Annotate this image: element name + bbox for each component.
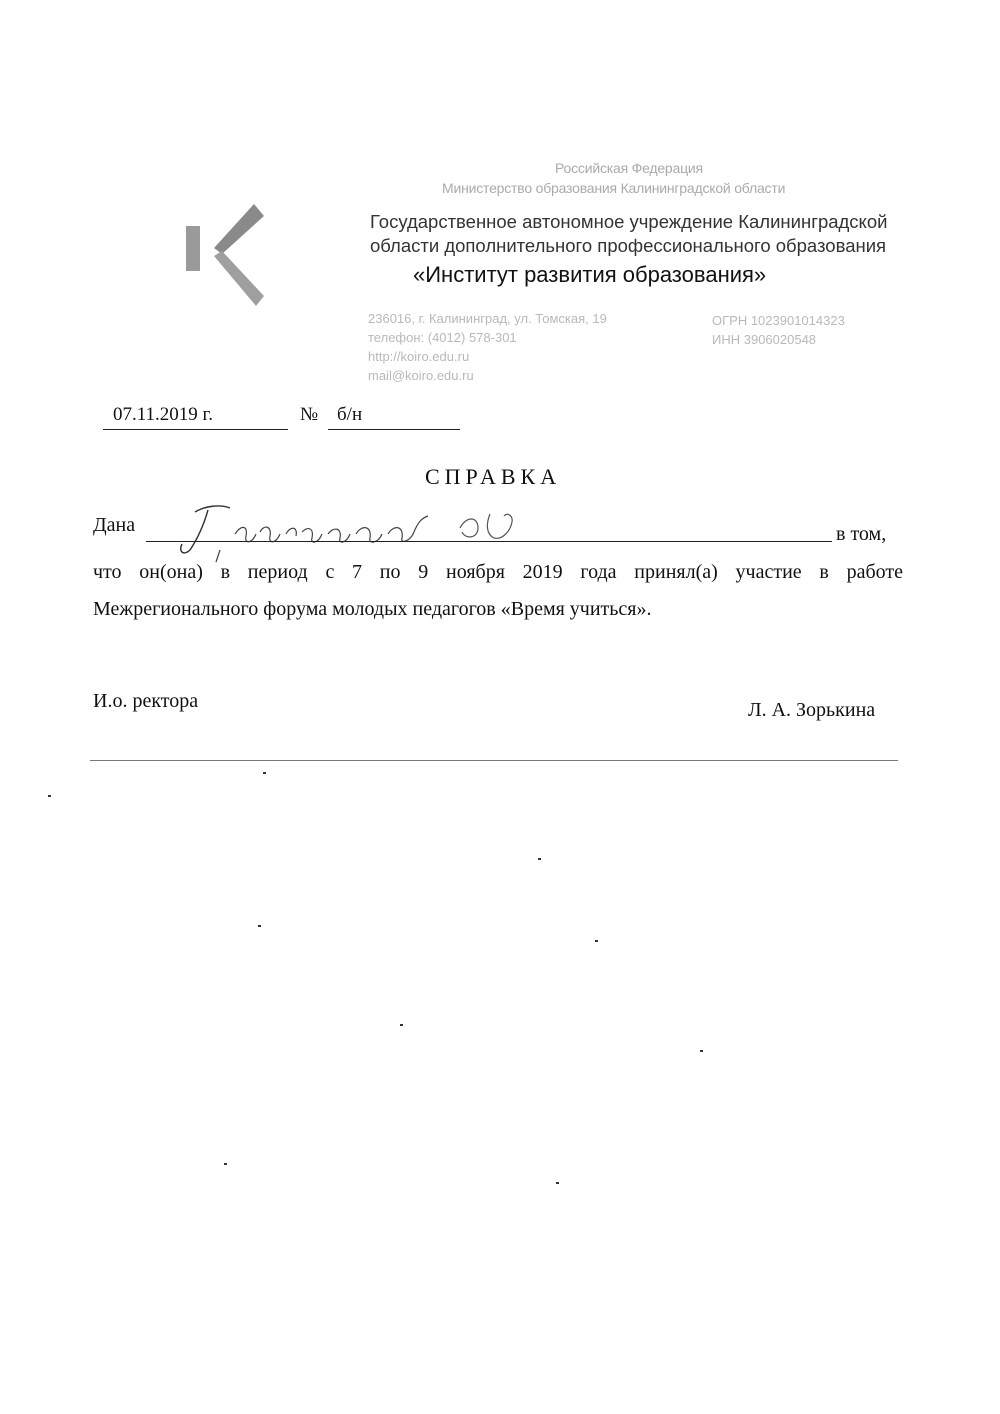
inn: ИНН 3906020548 xyxy=(712,332,817,347)
organization-name-line2: области дополнительного профессионального образования xyxy=(370,235,887,256)
scan-speck xyxy=(258,925,261,927)
document-title: СПРАВКА xyxy=(425,464,562,489)
number-sign: № xyxy=(300,404,319,425)
ogrn: ОГРН 1023901014323 xyxy=(712,313,845,328)
institute-logo xyxy=(178,196,268,311)
country-name: Российская Федерация xyxy=(555,160,703,176)
ministry-name: Министерство образования Калининградской области xyxy=(442,180,786,196)
bottom-divider xyxy=(90,760,898,761)
scan-speck xyxy=(263,772,266,774)
scan-speck xyxy=(700,1050,703,1052)
body-line-3: Межрегионального форума молодых педагогов «Время учиться». xyxy=(93,598,652,620)
phone: телефон: (4012) 578-301 xyxy=(368,330,517,345)
email: mail@koiro.edu.ru xyxy=(368,368,474,383)
document-number: б/н xyxy=(337,404,363,425)
given-label: Дана xyxy=(93,514,136,536)
scan-speck xyxy=(538,858,541,860)
signer-name: Л. А. Зорькина xyxy=(748,699,876,721)
scan-speck xyxy=(400,1024,403,1026)
institute-name: «Институт развития образования» xyxy=(413,262,767,287)
organization-name-line1: Государственное автономное учреждение Калининградской xyxy=(370,211,888,232)
address: 236016, г. Калининград, ул. Томская, 19 xyxy=(368,311,607,326)
scan-speck xyxy=(48,795,51,797)
date-underline xyxy=(103,429,288,430)
scan-speck xyxy=(224,1163,227,1165)
given-tail: в том, xyxy=(836,523,887,545)
body-line-2: что он(она) в период с 7 по 9 ноября 2019 года принял(а) участие в работе xyxy=(93,561,903,583)
scan-speck xyxy=(595,940,598,942)
website: http://koiro.edu.ru xyxy=(368,349,470,364)
name-underline xyxy=(146,541,832,542)
signer-role: И.о. ректора xyxy=(93,690,199,712)
handwritten-name xyxy=(160,494,550,564)
document-date: 07.11.2019 г. xyxy=(113,404,213,425)
scan-speck xyxy=(556,1182,559,1184)
number-underline xyxy=(328,429,460,430)
